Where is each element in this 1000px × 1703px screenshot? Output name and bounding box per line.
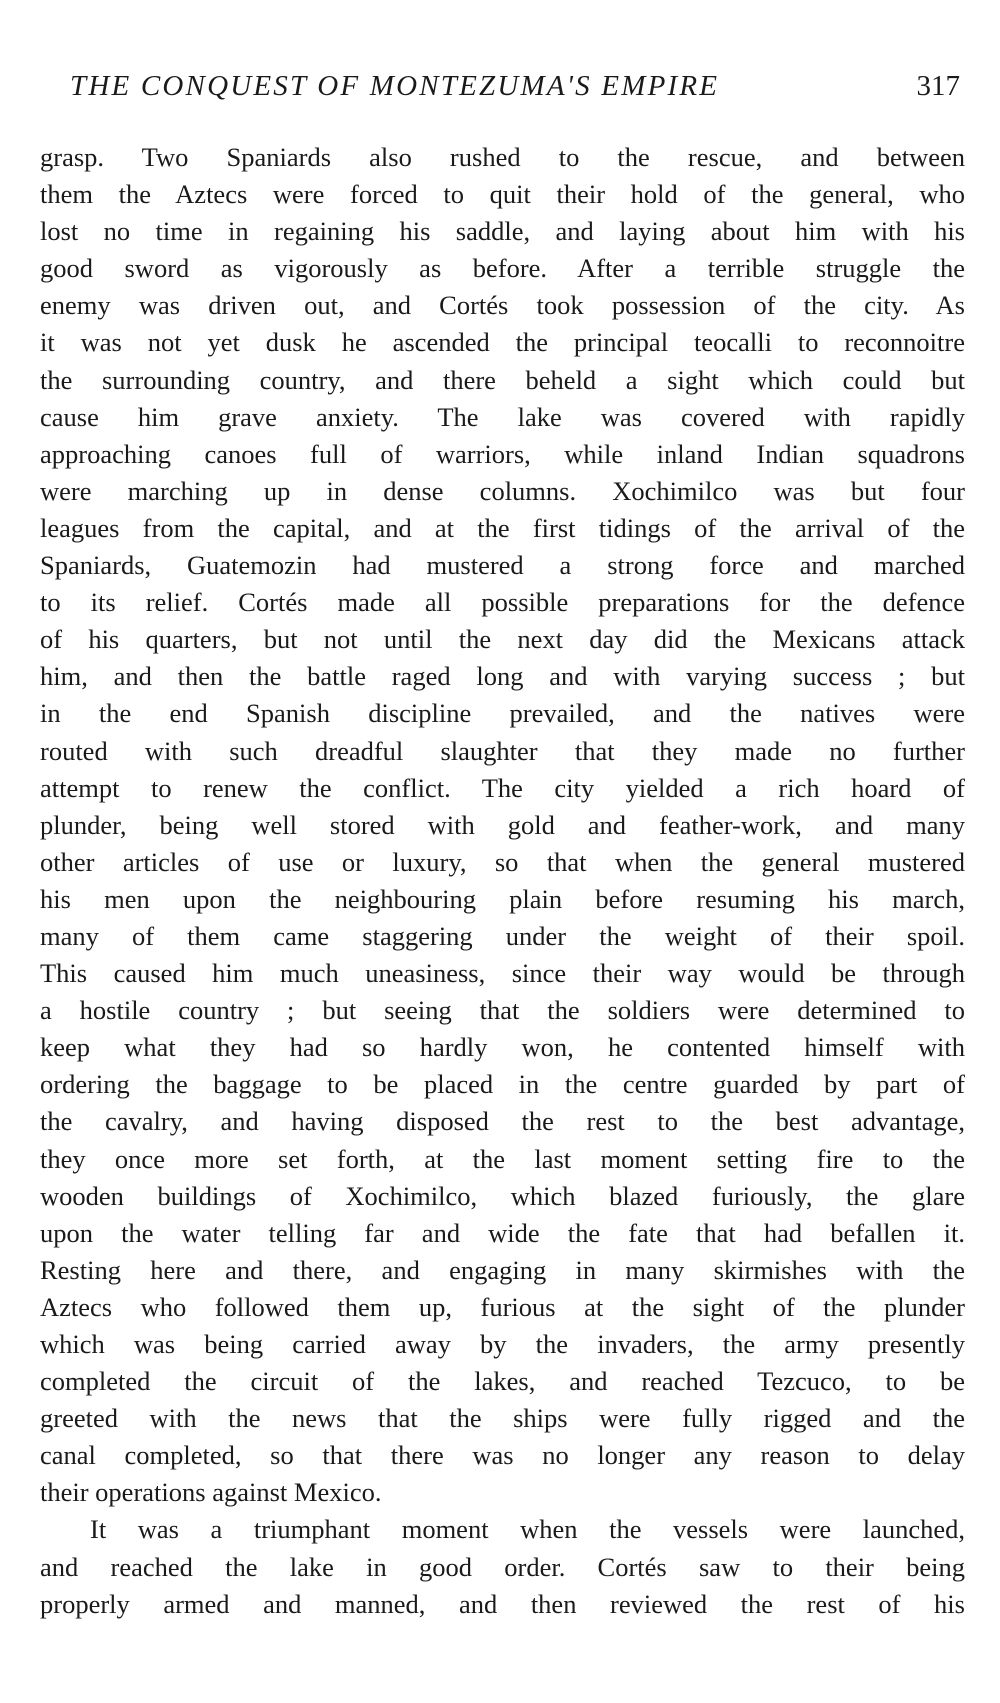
text-line: which was being carried away by the invaders, the army presently (40, 1329, 965, 1359)
text-line: the surrounding country, and there beheld a sight which could but (40, 364, 965, 395)
text-line: other articles of use or luxury, so that when the general mustered (40, 846, 965, 877)
text-line: Spaniards, Guatemozin had mustered a strong force and marched (40, 550, 965, 581)
text-line: to its relief. Cortés made all possible preparations for the defence (40, 587, 965, 618)
text-line: in the end Spanish discipline prevailed, and the natives were (40, 698, 965, 729)
text-line: keep what they had so hardly won, he contented himself with (40, 1032, 965, 1063)
text-line: grasp. Two Spaniards also rushed to the rescue, and between (40, 142, 965, 172)
text-line: a hostile country ; but seeing that the soldiers were determined to (40, 995, 965, 1026)
text-line: his men upon the neighbouring plain before resuming his march, (40, 883, 965, 914)
text-line: approaching canoes full of warriors, while inland Indian squadrons (40, 438, 965, 469)
text-line: It was a triumphant moment when the vessels were launched, (90, 1514, 965, 1545)
paragraph-2 (40, 1511, 965, 1622)
text-line: greeted with the news that the ships were fully rigged and the (40, 1403, 965, 1434)
text-line: routed with such dreadful slaughter that they made no further (40, 735, 965, 766)
text-line: canal completed, so that there was no longer any reason to delay (40, 1440, 965, 1471)
text-line: the cavalry, and having disposed the rest to the best advantage, (40, 1106, 965, 1137)
text-line: many of them came staggering under the weight of their spoil. (40, 920, 965, 951)
text-line: him, and then the battle raged long and with varying success ; but (40, 661, 965, 692)
text-line: leagues from the capital, and at the first tidings of the arrival of the (40, 512, 965, 543)
text-line: of his quarters, but not until the next day did the Mexicans attack (40, 624, 965, 655)
text-line: were marching up in dense columns. Xochimilco was but four (40, 475, 965, 506)
text-line: attempt to renew the conflict. The city yielded a rich hoard of (40, 772, 965, 803)
text-line: properly armed and manned, and then reviewed the rest of his (40, 1588, 965, 1619)
text-line: wooden buildings of Xochimilco, which blazed furiously, the glare (40, 1180, 965, 1211)
paragraph-1 (40, 139, 965, 1511)
text-line: it was not yet dusk he ascended the principal teocalli to reconnoitre (40, 327, 965, 358)
text-line: good sword as vigorously as before. After a terrible struggle the (40, 253, 965, 284)
body-text (40, 139, 965, 1623)
text-line: Resting here and there, and engaging in many skirmishes with the (40, 1254, 965, 1285)
text-line: completed the circuit of the lakes, and reached Tezcuco, to be (40, 1366, 965, 1397)
text-line: lost no time in regaining his saddle, and laying about him with his (40, 216, 965, 247)
text-line: This caused him much uneasiness, since their way would be through (40, 958, 965, 989)
page-number: 317 (916, 70, 960, 102)
running-title: THE CONQUEST OF MONTEZUMA'S EMPIRE (70, 70, 720, 102)
text-line: enemy was driven out, and Cortés took possession of the city. As (40, 290, 965, 321)
text-line: they once more set forth, at the last moment setting fire to the (40, 1143, 965, 1174)
text-line: plunder, being well stored with gold and feather-work, and many (40, 809, 965, 840)
text-line: and reached the lake in good order. Cortés saw to their being (40, 1551, 965, 1582)
running-head (70, 70, 960, 110)
text-line: cause him grave anxiety. The lake was covered with rapidly (40, 401, 965, 432)
text-line: upon the water telling far and wide the fate that had befallen it. (40, 1217, 965, 1248)
text-line: Aztecs who followed them up, furious at the sight of the plunder (40, 1291, 965, 1322)
text-line: ordering the baggage to be placed in the centre guarded by part of (40, 1069, 965, 1100)
text-line: their operations against Mexico. (40, 1477, 382, 1508)
text-line: them the Aztecs were forced to quit their hold of the general, who (40, 179, 965, 210)
